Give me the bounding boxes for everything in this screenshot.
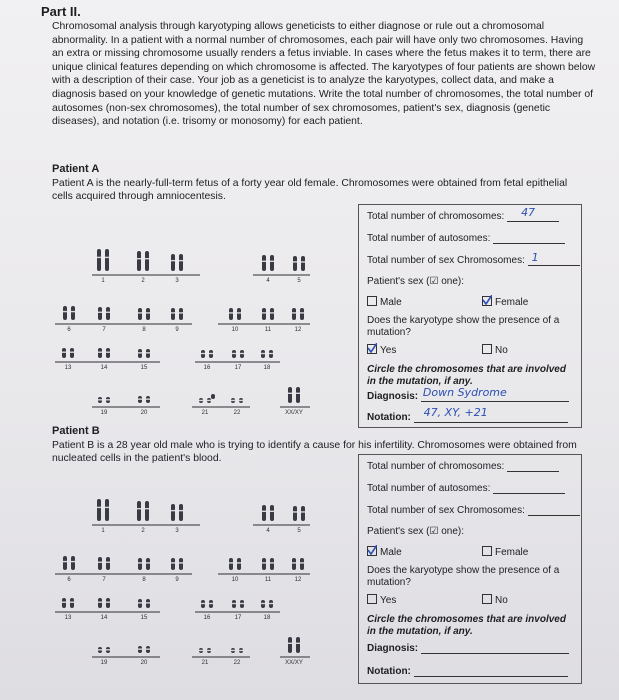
patient-b-chromatid-band <box>292 562 296 563</box>
patient-b-chromatid-band <box>70 602 74 603</box>
patient-b-yes-option[interactable]: Yes <box>367 594 396 606</box>
patient-a-chromosome-label: 11 <box>264 327 272 333</box>
patient-b-chromatid-band <box>232 603 236 604</box>
patient-b-chromatid-band <box>293 511 297 512</box>
patient-b-chromatid <box>270 558 274 570</box>
patient-b-chromosome-label: 19 <box>100 660 108 666</box>
patient-b-sex-question: Patient's sex (☑ one): <box>367 526 465 537</box>
patient-b-chromosome-pair-8 <box>138 558 150 570</box>
patient-b-chromatid-band <box>201 603 205 604</box>
patient-b-chromatid <box>171 504 175 521</box>
patient-b-chromosome-pair-1 <box>97 499 109 521</box>
patient-b-chromosome-label: 2 <box>141 528 145 534</box>
patient-b-chromatid <box>105 499 109 521</box>
patient-b-total-sex: Total number of sex Chromosomes: <box>367 504 580 516</box>
patient-b-chromatid <box>106 557 110 570</box>
patient-b-female-option[interactable]: Female <box>482 546 528 558</box>
patient-b-chromosome-label: 13 <box>64 615 72 621</box>
patient-b-chromatid-band <box>179 510 183 511</box>
patient-a-chromosome-label: XX/XY <box>285 410 303 416</box>
patient-a-chromosome-label: 4 <box>266 278 270 284</box>
patient-b-chromatid-band <box>105 507 109 508</box>
patient-b-total-chromosomes: Total number of chromosomes: <box>367 460 559 472</box>
patient-b-karyotype-question: Does the karyotype show the presence of a mutation? <box>367 565 560 588</box>
patient-a-title: Patient A <box>52 163 100 175</box>
patient-b-chromatid <box>63 556 67 570</box>
patient-b-chromatid-band <box>288 643 292 644</box>
patient-b-chromosome-label: 14 <box>100 615 108 621</box>
patient-b-chromosome-label: 11 <box>264 577 272 583</box>
patient-b-chromatid-band <box>179 562 183 563</box>
patient-b-chromatid <box>262 558 266 570</box>
patient-b-chromatid-band <box>97 507 101 508</box>
patient-a-chromosome-label: 10 <box>231 327 239 333</box>
patient-b-chromatid-band <box>207 650 211 651</box>
patient-b-chromatid-band <box>199 650 203 651</box>
patient-b-chromatid-band <box>106 602 110 603</box>
patient-b-chromatid-band <box>209 603 213 604</box>
patient-b-chromosome-label: 22 <box>233 660 241 666</box>
patient-a-chromosome-label: 22 <box>233 410 241 416</box>
patient-b-chromatid-band <box>300 562 304 563</box>
patient-b-chromatid-band <box>146 602 150 603</box>
patient-b-chromosome-pair-XX-XY <box>288 637 300 653</box>
patient-b-chromatid-band <box>138 562 142 563</box>
patient-b-chromatid-band <box>137 508 141 509</box>
patient-b-chromosome-label: 4 <box>266 528 270 534</box>
patient-a-chromosome-label: 6 <box>67 327 71 333</box>
patient-a-chromosome-label: 7 <box>102 327 106 333</box>
patient-b-chromosome-pair-3 <box>171 504 183 521</box>
patient-a-diagnosis-answer[interactable]: Down Sydrome <box>421 390 569 402</box>
patient-b-chromatid-band <box>106 649 110 650</box>
patient-a-total-chromosomes-answer[interactable]: 47 <box>507 210 559 222</box>
patient-b-chromatid-band <box>261 603 265 604</box>
patient-a-chromosome-label: 19 <box>100 410 108 416</box>
patient-b-chromosome-pair-10 <box>229 558 241 570</box>
patient-b-chromosome-label: 20 <box>140 660 148 666</box>
patient-b-chromatid-band <box>138 648 142 649</box>
patient-b-chromosome-pair-9 <box>171 558 183 570</box>
patient-b-chromatid-band <box>231 650 235 651</box>
patient-b-chromatid-band <box>171 562 175 563</box>
patient-b-chromosome-pair-11 <box>262 558 274 570</box>
part-title: Part II. <box>41 4 81 19</box>
patient-b-chromatid-band <box>62 602 66 603</box>
patient-b-chromatid-band <box>301 511 305 512</box>
patient-b-title: Patient B <box>52 425 100 437</box>
patient-b-chromatid <box>237 558 241 570</box>
patient-a-total-chromosomes: Total number of chromosomes: 47 <box>367 210 559 222</box>
patient-b-chromatid-band <box>239 650 243 651</box>
patient-b-chromatid <box>137 501 141 521</box>
patient-b-chromosome-label: 9 <box>175 577 179 583</box>
patient-a-chromosome-label: 1 <box>101 278 105 284</box>
patient-b-chromatid-band <box>240 603 244 604</box>
patient-b-chromatid <box>138 558 142 570</box>
patient-b-chromosome-pair-7 <box>98 557 110 570</box>
patient-a-chromosome-label: 12 <box>294 327 302 333</box>
patient-a-notation-answer[interactable]: 47, XY, +21 <box>414 411 568 423</box>
patient-b-chromatid-band <box>145 508 149 509</box>
patient-b-chromosome-pair-4 <box>262 505 274 521</box>
patient-b-chromosome-label: 5 <box>297 528 301 534</box>
patient-b-chromosome-pair-17 <box>232 600 244 608</box>
patient-a-male-option[interactable]: Male <box>367 296 402 308</box>
patient-b-chromosome-pair-18 <box>261 600 273 608</box>
patient-b-chromatid <box>171 558 175 570</box>
patient-b-chromatid-band <box>71 561 75 562</box>
patient-b-chromosome-label: 17 <box>234 615 242 621</box>
patient-b-chromatid <box>62 598 66 608</box>
patient-b-chromatid-band <box>229 562 233 563</box>
patient-b-chromosome-label: 12 <box>294 577 302 583</box>
patient-a-chromosome-label: 5 <box>297 278 301 284</box>
patient-b-chromatid <box>300 558 304 570</box>
patient-b-chromatid <box>301 506 305 521</box>
patient-a-notation: Notation: 47, XY, +21 <box>367 411 568 423</box>
patient-b-chromatid-band <box>296 643 300 644</box>
intro-paragraph: Chromosomal analysis through karyotyping allows geneticists to either diagnose or rule out a chromosomal abnormality. In a patient with a normal number of chromosomes, each pair will have only two chromosomes. Having an extra or missing chromosome usually renders a fetus inviable. In cases where the fetus makes it to term, there are unique clinical features depending on which chromosome is affected. The karyotypes of four patients are shown below with a description of their case. Your job as a geneticist is to analyze the karyotypes, collect data, and make a diagnosis based on your knowledge of genetic mutations. Write the total number of chromosomes, the total number of autosomes (non-sex chromosomes), the total number of sex chromosomes, patient's sex, diagnosis (genetic diseases), and notation (i.e. trisomy or monosomy) for each patient. <box>52 21 596 128</box>
patient-b-chromatid <box>288 637 292 653</box>
patient-b-chromatid-band <box>98 562 102 563</box>
patient-a-chromosome-label: 18 <box>263 365 271 371</box>
patient-b-chromatid-band <box>262 562 266 563</box>
patient-b-chromosome-label: 18 <box>263 615 271 621</box>
patient-a-total-sex-answer[interactable]: 1 <box>528 254 580 266</box>
patient-b-chromosome-pair-14 <box>98 598 110 608</box>
patient-a-no-option[interactable]: No <box>482 344 508 356</box>
patient-b-chromosome-label: 8 <box>142 577 146 583</box>
patient-a-chromosome-label: 14 <box>100 365 108 371</box>
patient-b-chromosome-pair-22 <box>231 648 243 653</box>
patient-b-chromatid-band <box>63 561 67 562</box>
patient-b-chromosome-pair-21 <box>199 648 211 653</box>
patient-b-chromatid <box>270 505 274 521</box>
patient-a-chromosome-label: 8 <box>142 327 146 333</box>
patient-a-circle-instruction: Circle the chromosomes that are involved in the mutation, if any. <box>367 364 566 387</box>
patient-a-total-sex: Total number of sex Chromosomes: 1 <box>367 254 580 266</box>
patient-b-chromosome-label: 7 <box>102 577 106 583</box>
patient-b-chromosome-label: 1 <box>101 528 105 534</box>
patient-b-chromatid <box>106 598 110 608</box>
patient-a-chromosome-label: 21 <box>201 410 209 416</box>
patient-b-chromosome-pair-5 <box>293 506 305 521</box>
patient-b-chromatid <box>145 501 149 521</box>
patient-b-chromosome-pair-15 <box>138 599 150 608</box>
patient-a-female-option[interactable]: Female <box>482 296 528 308</box>
patient-b-chromosome-pair-6 <box>63 556 75 570</box>
patient-a-karyotype-question: Does the karyotype show the presence of a mutation? <box>367 315 560 338</box>
patient-b-total-autosomes: Total number of autosomes: <box>367 482 565 494</box>
patient-a-chromosome-label: 15 <box>140 365 148 371</box>
patient-b-chromosome-pair-20 <box>138 646 150 653</box>
patient-b-chromatid <box>71 556 75 570</box>
patient-b-chromosome-pair-19 <box>98 647 110 653</box>
patient-b-chromatid <box>292 558 296 570</box>
patient-b-chromatid-band <box>146 648 150 649</box>
patient-a-chromosome-label: 20 <box>140 410 148 416</box>
patient-b-chromatid-band <box>98 649 102 650</box>
patient-a-chromosome-label: 2 <box>141 278 145 284</box>
patient-b-chromatid-band <box>262 511 266 512</box>
patient-b-chromatid-band <box>106 562 110 563</box>
patient-b-chromosome-label: 6 <box>67 577 71 583</box>
patient-a-sex-question: Patient's sex (☑ one): <box>367 276 465 287</box>
patient-b-chromatid-band <box>270 562 274 563</box>
patient-a-yes-option[interactable]: Yes <box>367 344 396 356</box>
patient-b-description: Patient B is a 28 year old male who is trying to identify a cause for his infertility. Chromosomes were obtained from nucleated cells in the patient's blood. <box>52 440 577 465</box>
patient-a-total-autosomes: Total number of autosomes: <box>367 232 565 244</box>
patient-b-chromatid <box>98 557 102 570</box>
patient-a-chromosome-label: 3 <box>175 278 179 284</box>
patient-a-chromosome-label: 9 <box>175 327 179 333</box>
patient-b-diagnosis: Diagnosis: <box>367 642 569 654</box>
patient-a-chromosome-label: 17 <box>234 365 242 371</box>
patient-b-circle-instruction: Circle the chromosomes that are involved in the mutation, if any. <box>367 614 566 637</box>
patient-b-chromatid <box>293 506 297 521</box>
patient-a-chromosome-label: 13 <box>64 365 72 371</box>
patient-b-chromosome-pair-2 <box>137 501 149 521</box>
patient-b-chromatid <box>70 598 74 608</box>
patient-b-chromosome-label: 16 <box>203 615 211 621</box>
patient-b-chromosome-label: XX/XY <box>285 660 303 666</box>
patient-b-chromatid <box>262 505 266 521</box>
patient-b-chromosome-label: 3 <box>175 528 179 534</box>
patient-b-no-option[interactable]: No <box>482 594 508 606</box>
patient-b-chromatid-band <box>146 562 150 563</box>
patient-b-chromatid <box>179 558 183 570</box>
patient-b-chromosome-pair-16 <box>201 600 213 608</box>
patient-b-male-option[interactable]: Male <box>367 546 402 558</box>
patient-a-description: Patient A is the nearly-full-term fetus of a forty year old female. Chromosomes were obtained from fetal epithelial cells acquired through amniocentesis. <box>52 178 568 203</box>
patient-b-chromatid <box>146 558 150 570</box>
patient-b-chromatid-band <box>270 511 274 512</box>
patient-b-chromatid-band <box>171 510 175 511</box>
patient-b-chromatid-band <box>269 603 273 604</box>
patient-b-chromatid <box>229 558 233 570</box>
patient-b-chromosome-label: 10 <box>231 577 239 583</box>
patient-b-chromatid-band <box>138 602 142 603</box>
patient-a-diagnosis: Diagnosis: Down Sydrome <box>367 390 569 402</box>
patient-b-chromatid-band <box>237 562 241 563</box>
patient-a-chromosome-label: 16 <box>203 365 211 371</box>
patient-b-chromatid <box>97 499 101 521</box>
patient-b-chromatid <box>179 504 183 521</box>
patient-b-chromosome-pair-12 <box>292 558 304 570</box>
patient-b-chromosome-pair-13 <box>62 598 74 608</box>
patient-b-chromatid <box>296 637 300 653</box>
patient-b-chromosome-label: 21 <box>201 660 209 666</box>
patient-b-notation: Notation: <box>367 665 568 677</box>
patient-b-chromosome-label: 15 <box>140 615 148 621</box>
patient-b-chromatid-band <box>98 602 102 603</box>
patient-b-chromatid <box>98 598 102 608</box>
